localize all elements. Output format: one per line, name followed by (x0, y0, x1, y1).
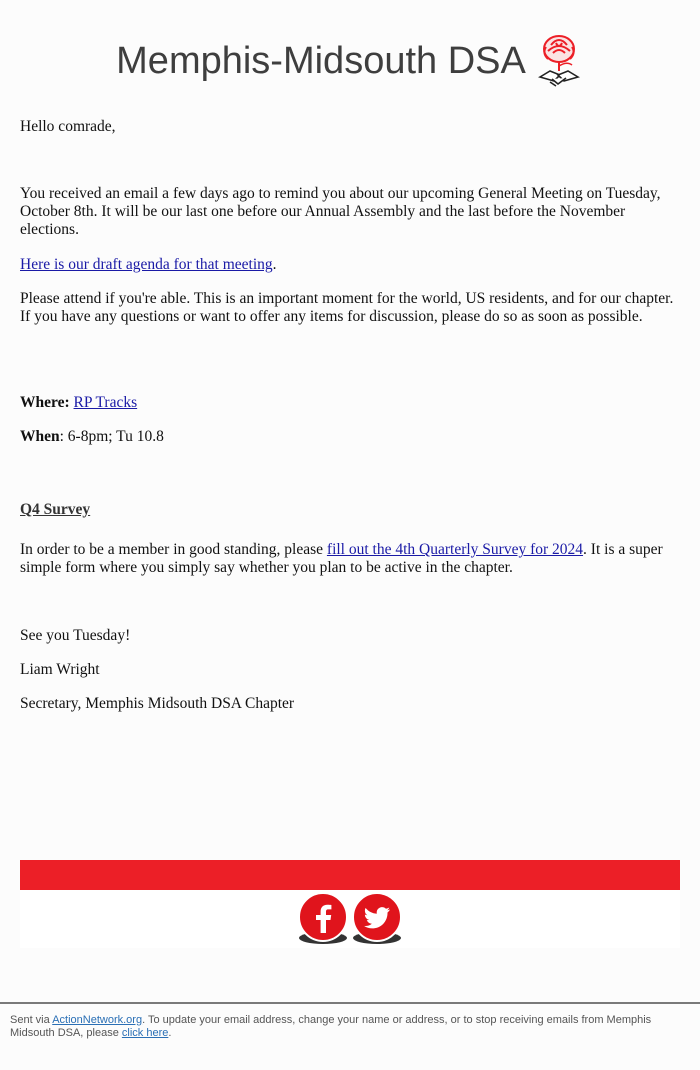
paragraph-1-text: You received an email a few days ago to remind you about our upcoming General Meeting on Tuesday, October 8th. It will be our last one before our Annual Assembly and the last before the November elections. (20, 185, 661, 238)
signer-title-text: Secretary, Memphis Midsouth DSA Chapter (20, 695, 295, 712)
when-line (20, 428, 680, 446)
footer-sent-via: Sent via (10, 1014, 53, 1026)
social-panel (20, 890, 680, 948)
footer-divider (0, 1002, 700, 1004)
survey-paragraph (20, 541, 680, 577)
signer-name-text: Liam Wright (20, 661, 100, 678)
paragraph-2 (20, 290, 680, 326)
where-link[interactable]: RP Tracks (73, 394, 138, 411)
footer-text-end: . (168, 1027, 172, 1039)
org-title: Memphis-Midsouth DSA (116, 40, 526, 82)
when-label: When (20, 428, 60, 445)
unsubscribe-link[interactable]: click here (121, 1027, 169, 1039)
agenda-link[interactable]: Here is our draft agenda for that meeting (20, 256, 273, 273)
rose-handshake-icon (534, 33, 584, 89)
email-header (0, 30, 700, 92)
action-network-link[interactable]: ActionNetwork.org (52, 1014, 143, 1026)
paragraph-1 (20, 185, 680, 239)
signer-title (20, 695, 680, 713)
survey-link[interactable]: fill out the 4th Quarterly Survey for 2024 (326, 541, 584, 558)
signer-name (20, 661, 680, 679)
facebook-icon (297, 892, 349, 946)
red-banner (20, 860, 680, 890)
agenda-suffix: . (272, 256, 277, 273)
when-value: : 6-8pm; Tu 10.8 (59, 428, 164, 445)
when-paragraph (20, 428, 680, 446)
agenda-line (20, 256, 680, 274)
twitter-button[interactable] (351, 892, 403, 944)
closing (20, 627, 680, 645)
closing-text: See you Tuesday! (20, 627, 131, 644)
twitter-icon (351, 892, 403, 946)
survey-heading-text: Q4 Survey (20, 501, 91, 518)
greeting-text: Hello comrade, (20, 118, 116, 135)
survey-text-before: In order to be a member in good standing, please (20, 541, 327, 558)
where-line (20, 394, 680, 412)
greeting (20, 118, 680, 136)
survey-text-after: . It is a super simple form where you simply say whether you plan to be active in the chapter. (20, 541, 663, 576)
survey-paragraph-text (20, 541, 680, 577)
where-label: Where: (20, 394, 70, 411)
where-paragraph (20, 394, 680, 412)
email-footer (10, 1014, 670, 1040)
paragraph-2-text: Please attend if you're able. This is an important moment for the world, US residents, and for our chapter. If you have any questions or want to offer any items for discussion, please do so as soon as possible. (20, 290, 674, 325)
survey-heading (20, 501, 680, 519)
agenda-paragraph (20, 256, 680, 274)
facebook-button[interactable] (297, 892, 349, 944)
header-inner (116, 30, 584, 92)
footer-text-middle: . To update your email address, change your name or address, or to stop receiving emails from Memphis Midsouth DSA, please (10, 1014, 652, 1039)
